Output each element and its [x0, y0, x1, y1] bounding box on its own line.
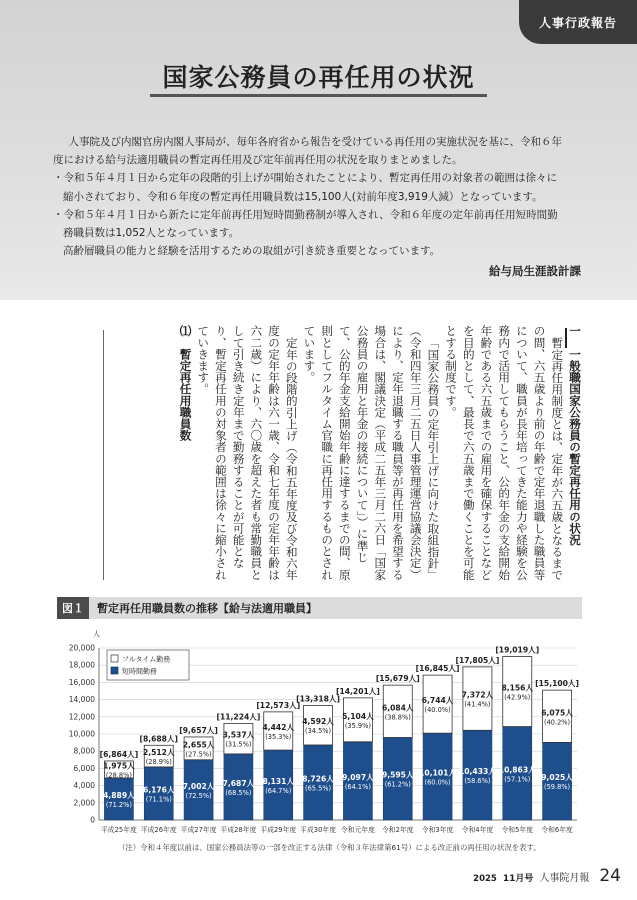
y-tick-label: 6,000 — [73, 763, 95, 773]
bar-pct-label: (40.2%) — [544, 718, 571, 727]
bar-pct-label: (68.5%) — [225, 788, 252, 797]
legend-label: 短時間勤務 — [122, 667, 157, 676]
y-unit-label: 人 — [93, 630, 100, 638]
y-tick-label: 0 — [90, 815, 95, 825]
bar-pct-label: (35.3%) — [265, 732, 292, 741]
bar-pct-label: (35.9%) — [344, 721, 371, 730]
bar-value-label: 8,156人 — [501, 683, 534, 693]
intro-line: 人事院及び内閣官房内閣人事局が、毎年各府省から報告を受けている再任用の実施状況を基に、令和６年 — [68, 136, 563, 148]
bar-pct-label: (41.4%) — [464, 700, 491, 709]
sub-heading: ⑴ 暫定再任用職員数 — [178, 325, 193, 441]
footer-year: 2025 — [473, 874, 497, 884]
y-tick-label: 12,000 — [68, 712, 95, 722]
bar-total-label: [9,657人] — [179, 725, 218, 735]
bar-pct-label: (34.5%) — [305, 727, 332, 736]
x-tick-label: 平成26年度 — [140, 826, 177, 834]
legend-swatch-full-time — [111, 655, 118, 662]
bar-value-label: 4,592人 — [302, 717, 334, 727]
bar-pct-label: (58.6%) — [464, 777, 491, 786]
page-number: 24 — [599, 866, 621, 886]
author-department: 給与局生涯設計課 — [489, 264, 581, 278]
bar-value-label: 10,101人 — [419, 768, 457, 778]
bar-pct-label: (64.1%) — [344, 782, 371, 791]
bar-value-label: 2,512人 — [142, 748, 175, 758]
x-tick-label: 平成25年度 — [100, 826, 137, 834]
bar-value-label: 10,863人 — [498, 765, 536, 775]
figure-tag: 図１ — [57, 597, 89, 619]
title-underline — [150, 94, 487, 97]
page-title: 国家公務員の再任用の状況 — [162, 63, 475, 92]
bar-value-label: 9,097人 — [342, 772, 374, 782]
bar-value-label: 8,726人 — [302, 774, 334, 784]
bar-value-label: 8,131人 — [262, 777, 295, 787]
bar-pct-label: (57.1%) — [504, 775, 531, 784]
legend-swatch-short-time — [111, 667, 118, 674]
bar-total-label: [12,573人] — [256, 700, 301, 710]
bar-value-label: 6,176人 — [142, 785, 175, 795]
x-tick-label: 平成27年度 — [180, 826, 217, 834]
figure-header — [57, 597, 582, 619]
bar-pct-label: (42.9%) — [504, 693, 531, 702]
bar-total-label: [15,679人] — [375, 674, 420, 684]
y-tick-label: 14,000 — [68, 695, 95, 705]
body-paragraph: 暫定再任用制度とは、定年が六五歳となるまでの間、六五歳より前の年齢で定年退職した職員等について、職員が長年培ってきた能力や経験を公務内で活用してもらうこと、公的年金の支給開始年齢である六五歳までの雇用を確保することなどを目的として、最長で六五歳まで働くことを可能とする制度です。 — [444, 325, 565, 581]
x-tick-label: 平成30年度 — [300, 826, 337, 834]
bar-value-label: 6,075人 — [541, 708, 573, 718]
bar-pct-label: (61.2%) — [384, 780, 411, 789]
x-tick-label: 令和2年度 — [381, 826, 414, 834]
legend-label: フルタイム勤務 — [122, 655, 171, 664]
bar-value-label: 9,025人 — [541, 773, 573, 783]
bar-pct-label: (72.5%) — [185, 791, 212, 800]
bar-pct-label: (40.0%) — [424, 706, 451, 715]
bar-pct-label: (71.2%) — [105, 800, 132, 809]
bar-pct-label: (59.8%) — [544, 783, 571, 792]
x-tick-label: 平成28年度 — [220, 826, 257, 834]
x-tick-label: 令和元年度 — [340, 826, 375, 834]
bar-pct-label: (31.5%) — [225, 740, 252, 749]
bar-total-label: [8,688人] — [139, 734, 179, 744]
bar-value-label: 7,372人 — [461, 690, 494, 700]
bar-total-label: [14,201人] — [335, 686, 380, 696]
bar-value-label: 3,537人 — [222, 730, 255, 740]
bar-total-label: [6,864人] — [99, 749, 139, 759]
figure-note: （注）令和４年度以前は、国家公務員法等の一部を改正する法律（令和３年法律第61号）による改正前の再任用の状況を表す。 — [118, 843, 541, 852]
intro-line: 度における給与法適用職員の暫定再任用及び定年前再任用の状況を取りまとめました。 — [53, 154, 463, 167]
figure-title: 暫定再任用職員数の推移【給与法適用職員】 — [97, 602, 317, 615]
bar-total-label: [13,318人] — [296, 694, 341, 704]
y-tick-label: 4,000 — [73, 781, 95, 791]
bar-pct-label: (27.5%) — [185, 750, 212, 759]
intro-summary — [53, 133, 585, 260]
bar-value-label: 7,687人 — [222, 778, 255, 788]
x-tick-label: 令和5年度 — [501, 826, 534, 834]
body-paragraph: 「国家公務員の定年引上げに向けた取組指針」（令和四年三月二五日人事管理運営協議会決定）により、定年退職する職員等が再任用を希望する場合は、閣議決定（平成二五年三月二六日「国家公務員の雇用と年金の接続について」）に準じて、公的年金支給開始年齢に達するまでの間、原則としてフルタイム官職に再任用するものとされています。 — [302, 325, 441, 581]
bar-total-label: [17,805人] — [455, 655, 500, 665]
bar-value-label: 2,655人 — [182, 740, 215, 750]
bar-total-label: [11,224人] — [216, 712, 261, 722]
body-text-vertical — [58, 325, 583, 583]
bar-pct-label: (60.0%) — [424, 778, 451, 787]
y-tick-label: 2,000 — [73, 798, 95, 808]
intro-bullet: ・令和５年４月１日から新たに定年前再任用短時間勤務制が導入され、令和６年度の定年前再任用短時間勤 — [53, 208, 558, 221]
bar-pct-label: (28.8%) — [105, 771, 132, 780]
bar-value-label: 7,002人 — [182, 781, 215, 791]
bar-value-label: 4,889人 — [103, 790, 135, 800]
bar-total-label: [16,845人] — [415, 664, 460, 674]
x-tick-label: 平成29年度 — [260, 826, 297, 834]
x-tick-label: 令和6年度 — [541, 826, 573, 834]
page-footer — [473, 866, 621, 886]
bar-value-label: 10,433人 — [458, 767, 496, 777]
footer-issue: 11月号 — [502, 874, 534, 884]
chart-svg — [57, 622, 582, 850]
column-rule — [103, 330, 104, 580]
bar-value-label: 1,975人 — [103, 761, 135, 771]
legend-box — [107, 650, 189, 680]
intro-closing: 高齢層職員の能力と経験を活用するための取組が引き続き重要となっています。 — [63, 245, 441, 258]
bar-value-label: 6,744人 — [421, 696, 454, 706]
x-tick-label: 令和3年度 — [421, 826, 454, 834]
bar-value-label: 4,442人 — [262, 722, 295, 732]
x-tick-label: 令和4年度 — [461, 826, 494, 834]
intro-bullet-cont: 縮小されており、令和６年度の暫定再任用職員数は15,100人(対前年度3,919人減）となっています。 — [63, 190, 543, 203]
body-paragraph: 定年の段階的引上げ（令和五年度及び令和六年度の定年年齢は六一歳、令和七年度の定年年齢は六二歳）により、六〇歳を超えた者も常勤職員として引き続き定年まで勤務することが可能となり、暫定再任用の対象者の範囲は徐々に縮小されていきます。 — [196, 325, 299, 581]
bar-total-label: [15,100人] — [535, 679, 580, 689]
bar-total-label: [19,019人] — [495, 645, 540, 655]
section-heading: 一 一般職国家公務員の暫定再任用の状況 — [568, 325, 582, 546]
bar-value-label: 5,104人 — [342, 711, 374, 721]
stacked-bar-chart — [57, 622, 582, 850]
y-tick-label: 18,000 — [68, 660, 95, 670]
y-tick-label: 10,000 — [68, 729, 95, 739]
bar-pct-label: (71.1%) — [145, 795, 172, 804]
intro-bullet: ・令和５年４月１日から定年の段階的引上げが開始されたことにより、暫定再任用の対象者の範囲は徐々に — [53, 172, 557, 185]
section-tab: 人事行政報告 — [519, 0, 637, 44]
bar-value-label: 6,084人 — [381, 703, 414, 713]
y-tick-label: 16,000 — [68, 677, 95, 687]
bar-pct-label: (64.7%) — [265, 787, 292, 796]
bar-pct-label: (28.9%) — [145, 758, 172, 767]
bar-value-label: 9,595人 — [381, 770, 414, 780]
bar-pct-label: (65.5%) — [305, 784, 332, 793]
bar-pct-label: (38.8%) — [384, 713, 411, 722]
y-tick-label: 20,000 — [68, 643, 95, 653]
footer-magazine: 人事院月報 — [539, 873, 590, 884]
y-tick-label: 8,000 — [73, 746, 95, 756]
intro-bullet-cont: 務職員数は1,052人となっています。 — [63, 227, 240, 240]
